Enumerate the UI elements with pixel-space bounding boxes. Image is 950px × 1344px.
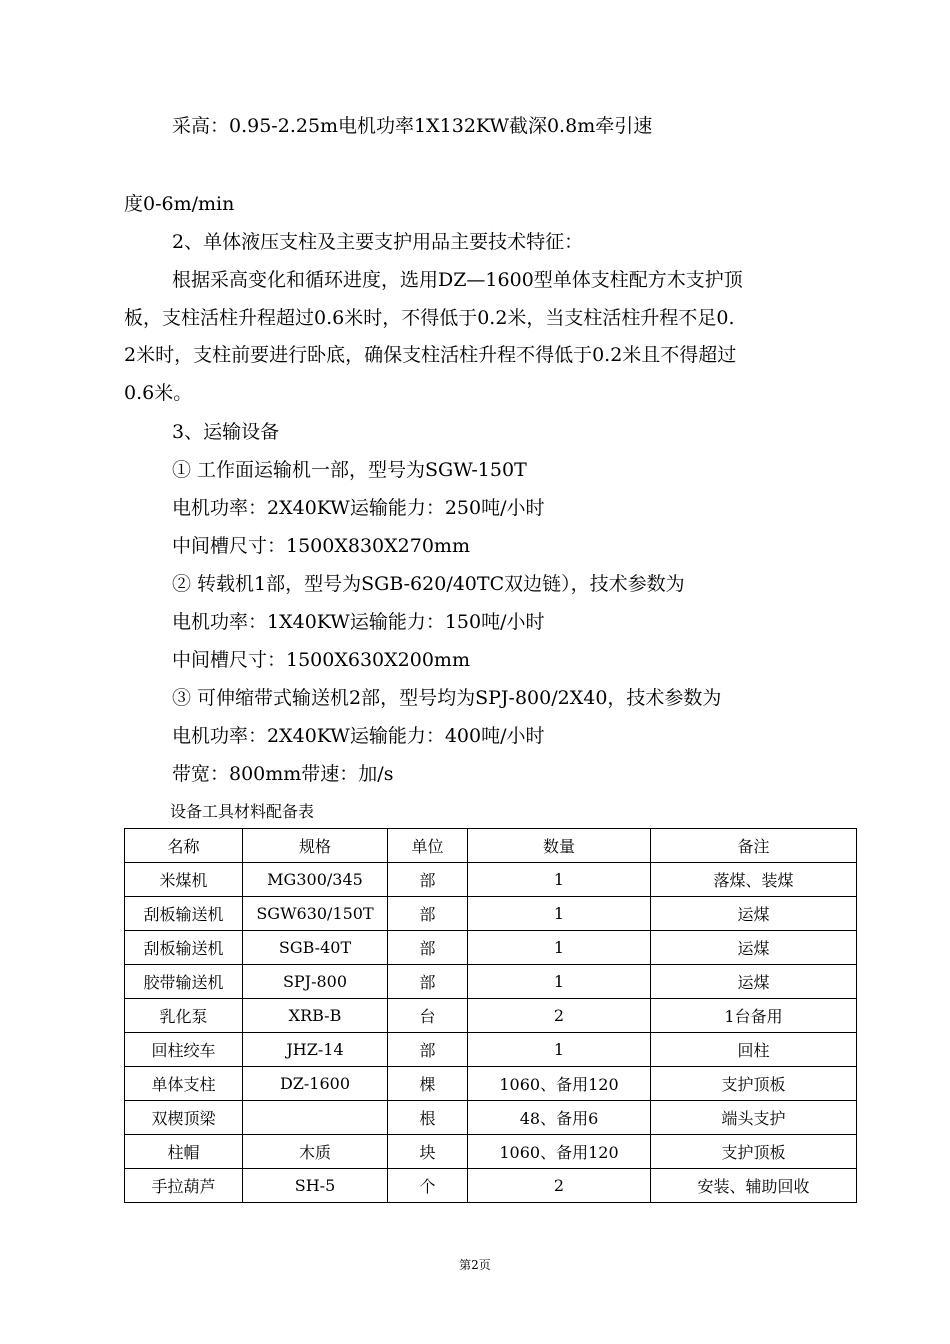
table-row (125, 1067, 857, 1101)
table-row (125, 1033, 857, 1067)
cell-name: 双楔顶梁 (125, 1101, 243, 1135)
cell-unit: 部 (388, 1033, 468, 1067)
cell-name: 刮板输送机 (125, 897, 243, 931)
text-line-7: 0.6米。 (124, 382, 193, 404)
cell-spec: SGW630/150T (243, 897, 388, 931)
cell-spec (243, 1101, 388, 1135)
table-row (125, 931, 857, 965)
cell-unit: 部 (388, 863, 468, 897)
cell-remark: 支护顶板 (651, 1135, 857, 1169)
cell-remark: 端头支护 (651, 1101, 857, 1135)
table-row (125, 999, 857, 1033)
equipment-table (124, 828, 857, 1203)
cell-unit: 块 (388, 1135, 468, 1169)
cell-quantity: 2 (468, 999, 651, 1033)
cell-spec: MG300/345 (243, 863, 388, 897)
cell-quantity: 1060、备用120 (468, 1067, 651, 1101)
cell-quantity: 1 (468, 1033, 651, 1067)
section-heading-3: 3、运输设备 (172, 421, 280, 443)
text-line-13: 电机功率：1X40KW运输能力：150吨/小时 (172, 611, 545, 633)
cell-name: 米煤机 (125, 863, 243, 897)
table-row (125, 1169, 857, 1203)
text-line-11: 中间槽尺寸：1500X830X270mm (172, 535, 470, 557)
cell-quantity: 1060、备用120 (468, 1135, 651, 1169)
cell-spec: SGB-40T (243, 931, 388, 965)
cell-spec: 木质 (243, 1135, 388, 1169)
table-row (125, 863, 857, 897)
cell-quantity: 2 (468, 1169, 651, 1203)
cell-name: 乳化泵 (125, 999, 243, 1033)
header-unit: 单位 (388, 829, 468, 863)
cell-remark: 运煤 (651, 931, 857, 965)
table-row (125, 1101, 857, 1135)
table-caption: 设备工具材料配备表 (170, 802, 315, 821)
cell-spec: JHZ-14 (243, 1033, 388, 1067)
cell-spec: DZ-1600 (243, 1067, 388, 1101)
text-line-9: ① 工作面运输机一部，型号为SGW-150T (172, 459, 527, 481)
text-line-2: 度0-6m/min (124, 193, 235, 215)
cell-remark: 支护顶板 (651, 1067, 857, 1101)
text-line-15: ③ 可伸缩带式输送机2部，型号均为SPJ-800/2X40，技术参数为 (172, 687, 722, 709)
cell-remark: 运煤 (651, 965, 857, 999)
page-number: 第2页 (459, 1258, 491, 1272)
text-line-16: 电机功率：2X40KW运输能力：400吨/小时 (172, 725, 545, 747)
text-line-4: 根据采高变化和循环进度，选用DZ—1600型单体支柱配方木支护顶 (172, 269, 743, 291)
header-spec: 规格 (243, 829, 388, 863)
cell-unit: 部 (388, 931, 468, 965)
cell-unit: 个 (388, 1169, 468, 1203)
cell-name: 手拉葫芦 (125, 1169, 243, 1203)
cell-unit: 部 (388, 965, 468, 999)
text-line-1: 采高：0.95-2.25m电机功率1X132KW截深0.8m牵引速 (172, 115, 653, 137)
header-quantity: 数量 (468, 829, 651, 863)
header-name: 名称 (125, 829, 243, 863)
cell-name: 柱帽 (125, 1135, 243, 1169)
cell-remark: 运煤 (651, 897, 857, 931)
cell-unit: 台 (388, 999, 468, 1033)
cell-quantity: 1 (468, 965, 651, 999)
cell-unit: 根 (388, 1101, 468, 1135)
cell-remark: 回柱 (651, 1033, 857, 1067)
cell-remark: 1台备用 (651, 999, 857, 1033)
cell-name: 胶带输送机 (125, 965, 243, 999)
cell-quantity: 1 (468, 931, 651, 965)
header-remark: 备注 (651, 829, 857, 863)
cell-unit: 棵 (388, 1067, 468, 1101)
table-row (125, 965, 857, 999)
cell-name: 刮板输送机 (125, 931, 243, 965)
cell-quantity: 48、备用6 (468, 1101, 651, 1135)
cell-remark: 落煤、装煤 (651, 863, 857, 897)
table-header-row (125, 829, 857, 863)
text-line-5: 板，支柱活柱升程超过0.6米时，不得低于0.2米，当支柱活柱升程不足0. (124, 307, 735, 329)
cell-quantity: 1 (468, 863, 651, 897)
text-line-17: 带宽：800mm带速：加/s (172, 763, 394, 785)
cell-remark: 安装、辅助回收 (651, 1169, 857, 1203)
cell-unit: 部 (388, 897, 468, 931)
text-line-14: 中间槽尺寸：1500X630X200mm (172, 649, 470, 671)
text-line-6: 2米时，支柱前要进行卧底，确保支柱活柱升程不得低于0.2米且不得超过 (124, 344, 737, 366)
cell-spec: SH-5 (243, 1169, 388, 1203)
table-row (125, 897, 857, 931)
section-heading-2: 2、单体液压支柱及主要支护用品主要技术特征： (172, 231, 584, 253)
cell-name: 单体支柱 (125, 1067, 243, 1101)
cell-spec: XRB-B (243, 999, 388, 1033)
text-line-10: 电机功率：2X40KW运输能力：250吨/小时 (172, 497, 545, 519)
cell-name: 回柱绞车 (125, 1033, 243, 1067)
table-row (125, 1135, 857, 1169)
text-line-12: ② 转载机1部，型号为SGB-620/40TC双边链），技术参数为 (172, 573, 685, 595)
cell-spec: SPJ-800 (243, 965, 388, 999)
cell-quantity: 1 (468, 897, 651, 931)
